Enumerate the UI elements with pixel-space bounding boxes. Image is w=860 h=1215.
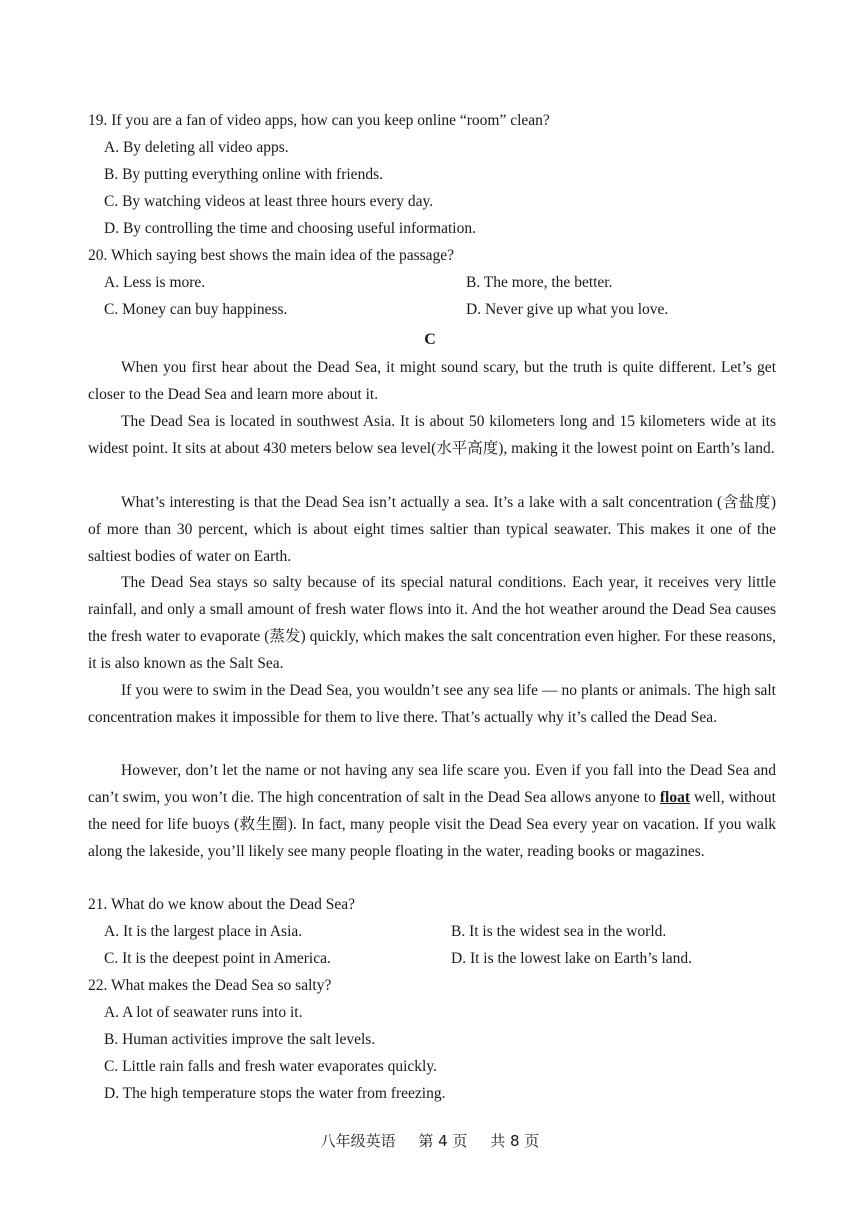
question-21-option-a: A. It is the largest place in Asia.	[104, 923, 303, 940]
page-footer	[0, 1130, 860, 1151]
question-22-option-d: D. The high temperature stops the water from freezing.	[104, 1085, 446, 1102]
question-22-stem: 22. What makes the Dead Sea so salty?	[88, 977, 332, 994]
keyword-float: float	[659, 789, 691, 806]
passage-paragraph-1: When you first hear about the Dead Sea, it might sound scary, but the truth is quite different. Let’s get closer to the Dead Sea and learn more about it.	[88, 359, 776, 403]
question-19-option-c: C. By watching videos at least three hours every day.	[104, 193, 434, 210]
paragraph-6-text-before: However, don’t let the name or not having any sea life scare you. Even if you fall into the Dead Sea and can’t swim, you won’t die. The high concentration of salt in the Dead Sea allows anyone to	[88, 762, 776, 806]
question-21-option-b: B. It is the widest sea in the world.	[451, 923, 667, 940]
paragraph-6-text-after: well, without the need for life buoys (救生圈). In fact, many people visit the Dead Sea every year on vacation. If you walk along the lakeside, you’ll likely see many people floating in the water, reading books or magazines.	[88, 789, 776, 860]
passage-paragraph-2: The Dead Sea is located in southwest Asia. It is about 50 kilometers long and 15 kilometers wide at its widest point. It sits at about 430 meters below sea level(水平高度), making it the lowest point on Earth’s land.	[88, 413, 776, 457]
footer-page-number: 第 4 页	[418, 1132, 468, 1150]
question-21-option-d: D. It is the lowest lake on Earth’s land.	[451, 950, 693, 967]
question-19-option-b: B. By putting everything online with friends.	[104, 166, 383, 183]
question-21-stem: 21. What do we know about the Dead Sea?	[88, 896, 356, 913]
footer-total-pages: 共 8 页	[490, 1132, 540, 1150]
question-20-option-d: D. Never give up what you love.	[466, 301, 669, 318]
footer-grade-subject: 八年级英语	[320, 1132, 396, 1150]
question-22-option-c: C. Little rain falls and fresh water evaporates quickly.	[104, 1058, 437, 1075]
section-heading: C	[424, 331, 436, 348]
passage-paragraph-5: If you were to swim in the Dead Sea, you wouldn’t see any sea life — no plants or animals. The high salt concentration makes it impossible for them to live there. That’s actually why it’s called the Dead Sea.	[88, 682, 776, 726]
question-19-option-d: D. By controlling the time and choosing useful information.	[104, 220, 476, 237]
passage-paragraph-3: What’s interesting is that the Dead Sea isn’t actually a sea. It’s a lake with a salt concentration (含盐度) of more than 30 percent, which is about eight times saltier than typical seawater. This makes it one of the saltiest bodies of water on Earth.	[88, 494, 776, 565]
passage-paragraph-6	[88, 757, 776, 865]
question-19-option-a: A. By deleting all video apps.	[104, 139, 289, 156]
passage-paragraph-4: The Dead Sea stays so salty because of its special natural conditions. Each year, it receives very little rainfall, and only a small amount of fresh water flows into it. And the hot weather around the Dead Sea causes the fresh water to evaporate (蒸发) quickly, which makes the salt concentration even higher. For these reasons, it is also known as the Salt Sea.	[88, 574, 776, 672]
question-21-option-c: C. It is the deepest point in America.	[104, 950, 331, 967]
question-22-option-b: B. Human activities improve the salt levels.	[104, 1031, 376, 1048]
question-20-stem: 20. Which saying best shows the main idea of the passage?	[88, 247, 455, 264]
question-19-stem: 19. If you are a fan of video apps, how can you keep online “room” clean?	[88, 112, 550, 129]
question-22-option-a: A. A lot of seawater runs into it.	[104, 1004, 303, 1021]
question-20-option-c: C. Money can buy happiness.	[104, 301, 288, 318]
question-20-option-b: B. The more, the better.	[466, 274, 613, 291]
question-20-option-a: A. Less is more.	[104, 274, 206, 291]
